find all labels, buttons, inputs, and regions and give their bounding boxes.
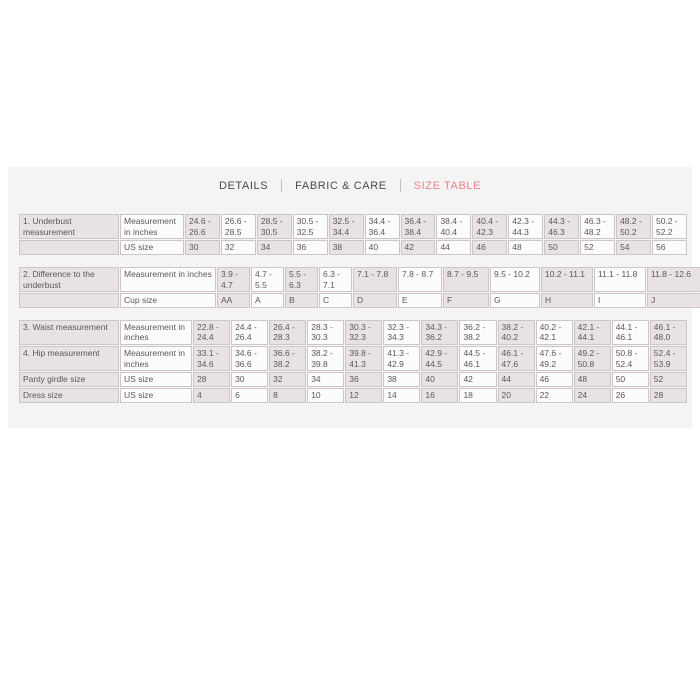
size-value-cell: 26.6 - 28.5 [221,214,256,239]
row-label [19,240,119,255]
size-value-cell: 3.9 - 4.7 [217,267,250,292]
size-value-cell: 33.1 - 34.6 [193,346,230,371]
size-value-cell: 7.1 - 7.8 [353,267,397,292]
size-value-cell: 44 [498,372,535,387]
size-value-cell: 9.5 - 10.2 [490,267,540,292]
size-value-cell: 30.3 - 32.3 [345,320,382,345]
row-label: 3. Waist measurement [19,320,119,345]
size-value-cell: 5.5 - 6.3 [285,267,318,292]
table-row [19,346,687,371]
size-value-cell: 50 [612,372,649,387]
size-value-cell: 36 [293,240,328,255]
size-value-cell: 41.3 - 42.9 [383,346,420,371]
size-table-section [8,167,692,428]
size-value-cell: 46.1 - 47.6 [498,346,535,371]
size-value-cell: 30 [231,372,268,387]
product-tabs [8,167,692,192]
row-label: 1. Underbust measurement [19,214,119,239]
size-value-cell: AA [217,293,250,308]
size-value-cell: 44 [436,240,471,255]
size-value-cell: 28 [193,372,230,387]
size-value-cell: G [490,293,540,308]
size-value-cell: 32.3 - 34.3 [383,320,420,345]
size-value-cell: 26 [612,388,649,403]
table-row [19,267,700,292]
row-attribute: US size [120,372,192,387]
waist-hip-table [18,319,688,404]
size-value-cell: 22.8 - 24.4 [193,320,230,345]
size-value-cell: 12 [345,388,382,403]
size-value-cell: 14 [383,388,420,403]
size-tables [8,213,692,404]
size-value-cell: 10 [307,388,344,403]
row-label: Panty girdle size [19,372,119,387]
size-value-cell: 38.2 - 40.2 [498,320,535,345]
size-value-cell: 6.3 - 7.1 [319,267,352,292]
size-value-cell: I [594,293,646,308]
size-value-cell: 8.7 - 9.5 [443,267,489,292]
size-value-cell: 46 [536,372,573,387]
size-value-cell: 34.4 - 36.4 [365,214,400,239]
size-value-cell: 24.4 - 26.4 [231,320,268,345]
size-value-cell: 48 [574,372,611,387]
size-value-cell: 42 [401,240,436,255]
row-label [19,293,119,308]
table-row [19,240,687,255]
size-value-cell: 34.3 - 36.2 [421,320,458,345]
size-value-cell: 8 [269,388,306,403]
size-value-cell: 56 [652,240,687,255]
size-value-cell: C [319,293,352,308]
size-value-cell: 11.8 - 12.6 [647,267,700,292]
row-attribute: Measurement in inches [120,267,216,292]
size-value-cell: 52 [580,240,615,255]
size-value-cell: D [353,293,397,308]
size-value-cell: 6 [231,388,268,403]
size-value-cell: 50 [544,240,579,255]
size-value-cell: 4 [193,388,230,403]
size-value-cell: 40 [421,372,458,387]
size-value-cell: 38.2 - 39.8 [307,346,344,371]
size-value-cell: 40.4 - 42.3 [472,214,507,239]
size-value-cell: 30 [185,240,220,255]
table-row [19,388,687,403]
size-value-cell: 46 [472,240,507,255]
size-value-cell: A [251,293,284,308]
size-value-cell: 36.4 - 38.4 [401,214,436,239]
size-value-cell: 20 [498,388,535,403]
size-value-cell: 44.1 - 46.1 [612,320,649,345]
size-value-cell: 34 [307,372,344,387]
size-value-cell: 46.1 - 48.0 [650,320,687,345]
size-value-cell: B [285,293,318,308]
size-value-cell: F [443,293,489,308]
size-value-cell: 26.4 - 28.3 [269,320,306,345]
size-value-cell: 40.2 - 42.1 [536,320,573,345]
size-value-cell: 4.7 - 5.5 [251,267,284,292]
size-value-cell: 32 [221,240,256,255]
table-row [19,293,700,308]
size-value-cell: 52 [650,372,687,387]
size-value-cell: 34 [257,240,292,255]
row-attribute: Cup size [120,293,216,308]
size-value-cell: 28.5 - 30.5 [257,214,292,239]
table-row [19,372,687,387]
size-value-cell: 10.2 - 11.1 [541,267,593,292]
row-label: Dress size [19,388,119,403]
size-value-cell: 50.8 - 52.4 [612,346,649,371]
size-value-cell: 42 [459,372,496,387]
cup-size-table [18,266,700,309]
table-row [19,320,687,345]
size-value-cell: 34.6 - 36.6 [231,346,268,371]
size-value-cell: 39.8 - 41.3 [345,346,382,371]
size-value-cell: 52.4 - 53.9 [650,346,687,371]
size-value-cell: 30.5 - 32.5 [293,214,328,239]
size-value-cell: 49.2 - 50.8 [574,346,611,371]
size-value-cell: 38 [329,240,364,255]
size-value-cell: 44.5 - 46.1 [459,346,496,371]
size-value-cell: 40 [365,240,400,255]
row-label: 2. Difference to the underbust [19,267,119,292]
size-value-cell: 36 [345,372,382,387]
size-value-cell: 22 [536,388,573,403]
table-row [19,214,687,239]
underbust-table [18,213,688,256]
size-value-cell: 54 [616,240,651,255]
size-value-cell: 47.6 - 49.2 [536,346,573,371]
size-value-cell: 44.3 - 46.3 [544,214,579,239]
size-value-cell: H [541,293,593,308]
size-value-cell: 50.2 - 52.2 [652,214,687,239]
size-value-cell: 38.4 - 40.4 [436,214,471,239]
size-value-cell: 48 [508,240,543,255]
size-value-cell: 7.8 - 8.7 [398,267,442,292]
size-value-cell: 24 [574,388,611,403]
size-value-cell: 24.6 - 26.6 [185,214,220,239]
tab-fabric-and-care[interactable]: FABRIC & CARE [295,179,387,192]
size-value-cell: 38 [383,372,420,387]
size-value-cell: 16 [421,388,458,403]
row-attribute: Measurement in inches [120,214,184,239]
size-value-cell: 36.2 - 38.2 [459,320,496,345]
row-attribute: Measurement in inches [120,320,192,345]
size-value-cell: 42.9 - 44.5 [421,346,458,371]
row-attribute: US size [120,240,184,255]
row-attribute: US size [120,388,192,403]
size-value-cell: 32 [269,372,306,387]
tab-details[interactable]: DETAILS [218,179,269,192]
size-value-cell: 18 [459,388,496,403]
size-value-cell: 46.3 - 48.2 [580,214,615,239]
size-value-cell: 42.3 - 44.3 [508,214,543,239]
size-value-cell: 28.3 - 30.3 [307,320,344,345]
size-value-cell: 36.6 - 38.2 [269,346,306,371]
size-value-cell: 48.2 - 50.2 [616,214,651,239]
size-value-cell: 11.1 - 11.8 [594,267,646,292]
size-value-cell: 42.1 - 44.1 [574,320,611,345]
size-value-cell: 28 [650,388,687,403]
size-value-cell: E [398,293,442,308]
row-label: 4. Hip measurement [19,346,119,371]
size-value-cell: 32.5 - 34.4 [329,214,364,239]
size-value-cell: J [647,293,700,308]
row-attribute: Measurement in inches [120,346,192,371]
tab-size-table[interactable]: SIZE TABLE [413,179,482,192]
